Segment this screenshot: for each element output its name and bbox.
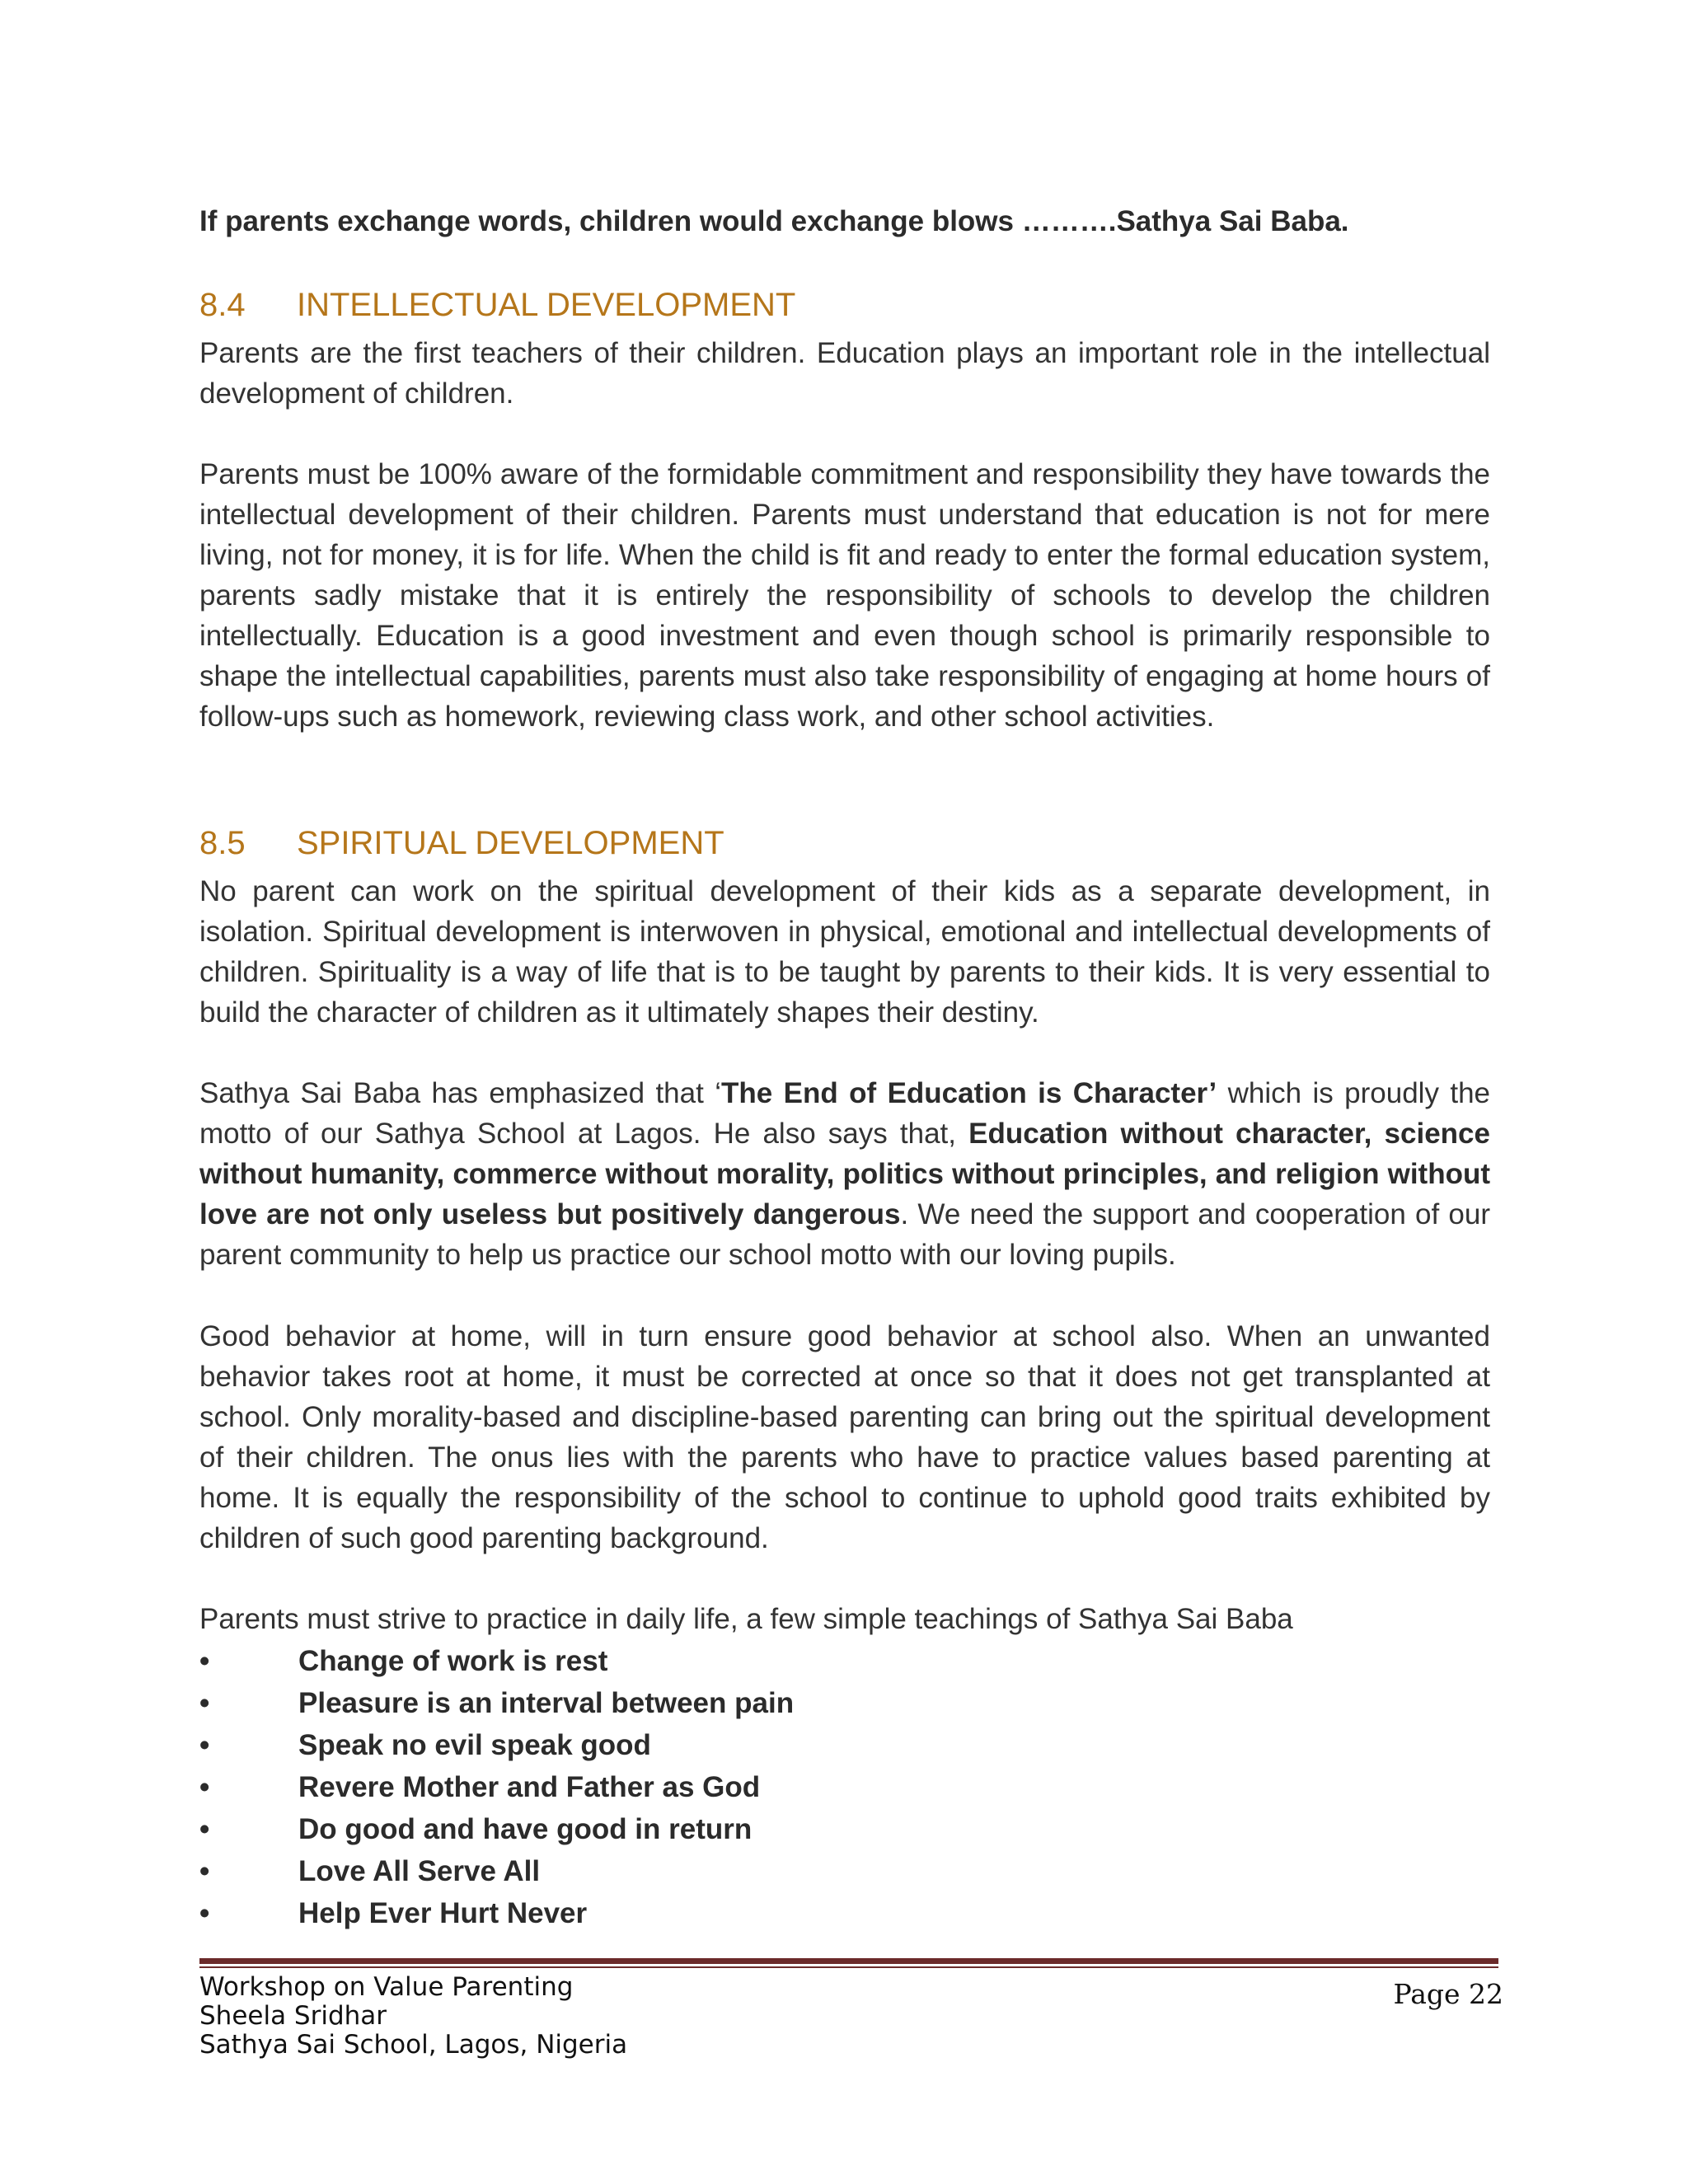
teaching-text: Do good and have good in return <box>298 1813 753 1845</box>
teaching-text: Pleasure is an interval between pain <box>298 1687 795 1719</box>
section-heading-intellectual <box>199 284 1490 326</box>
footer-line-author: Sheela Sridhar <box>199 2001 387 2031</box>
footer-rule-thin <box>199 1966 1498 1968</box>
text-run: . We need the support and cooperation of our parent community to help us practice our school motto with our loving pupils. <box>199 1198 1490 1271</box>
list-item <box>199 1892 794 1934</box>
list-item <box>199 1850 794 1892</box>
paragraph-intellectual-2: Parents must be 100% aware of the formidable commitment and responsibility they have towards the intellectual development of their children. Parents must understand that education is not for mere living, not for money, it is for life. When the child is fit and ready to enter the formal education system, parents sadly mistake that it is entirely the responsibility of schools to develop the children intellectually. Education is a good investment and even though school is primarily responsible to shape the intellectual capabilities, parents must also take responsibility of engaging at home hours of follow-ups such as homework, reviewing class work, and other school activities. <box>199 458 1490 733</box>
section-title: INTELLECTUAL DEVELOPMENT <box>297 287 796 323</box>
page-number: Page 22 <box>1393 1978 1503 2010</box>
teachings-list <box>199 1640 794 1934</box>
teaching-text: Revere Mother and Father as God <box>298 1771 761 1803</box>
section-number: 8.5 <box>199 825 246 861</box>
teaching-text: Speak no evil speak good <box>298 1729 651 1761</box>
list-item <box>199 1808 794 1850</box>
bullet-icon: • <box>199 1771 210 1803</box>
bullet-icon: • <box>199 1687 210 1719</box>
quote-bold: Education without character, science without humanity, commerce without morality, politics without principles, and religion without love are not only useless but positively dangerous <box>199 1118 1490 1230</box>
teaching-text: Love All Serve All <box>298 1855 541 1887</box>
paragraph-spiritual-3: Good behavior at home, will in turn ensure good behavior at school also. When an unwanted behavior takes root at home, it must be corrected at once so that it does not get transplanted at school. Only morality-based and discipline-based parenting can bring out the spiritual development of their children. The onus lies with the parents who have to practice values based parenting at home. It is equally the responsibility of the school to continue to uphold good traits exhibited by children of such good parenting background. <box>199 1320 1490 1554</box>
section-title: SPIRITUAL DEVELOPMENT <box>297 825 724 861</box>
paragraph-spiritual-2 <box>199 1073 1490 1275</box>
list-item <box>199 1724 794 1766</box>
bullet-icon: • <box>199 1897 210 1929</box>
opening-quote: If parents exchange words, children would exchange blows ……….Sathya Sai Baba. <box>199 205 1349 237</box>
bullet-icon: • <box>199 1813 210 1845</box>
teachings-intro: Parents must strive to practice in daily life, a few simple teachings of Sathya Sai Baba <box>199 1603 1293 1635</box>
paragraph-spiritual-1: No parent can work on the spiritual development of their kids as a separate development, in isolation. Spiritual development is interwoven in physical, emotional and intellectual developments of children. Spirituality is a way of life that is to be taught by parents to their kids. It is very essential to build the character of children as it ultimately shapes their destiny. <box>199 875 1490 1029</box>
bullet-icon: • <box>199 1729 210 1761</box>
bullet-icon: • <box>199 1855 210 1887</box>
section-number: 8.4 <box>199 287 246 323</box>
section-heading-spiritual <box>199 822 1490 865</box>
list-item <box>199 1640 794 1682</box>
footer-line-school: Sathya Sai School, Lagos, Nigeria <box>199 2030 628 2060</box>
bullet-icon: • <box>199 1645 210 1677</box>
text-run: Sathya Sai Baba has emphasized that ‘ <box>199 1077 722 1109</box>
footer <box>199 1973 627 2060</box>
list-item <box>199 1682 794 1724</box>
footer-line-title: Workshop on Value Parenting <box>199 1972 574 2002</box>
teaching-text: Change of work is rest <box>298 1645 608 1677</box>
list-item <box>199 1766 794 1808</box>
footer-rule-thick <box>199 1958 1498 1964</box>
text-run: which is proudly the motto of our Sathya School at Lagos. He also says that, <box>199 1077 1490 1150</box>
teaching-text: Help Ever Hurt Never <box>298 1897 588 1929</box>
motto-bold: The End of Education is Character’ <box>721 1077 1217 1109</box>
paragraph-intellectual-1: Parents are the first teachers of their children. Education plays an important role in the intellectual development of children. <box>199 337 1490 410</box>
